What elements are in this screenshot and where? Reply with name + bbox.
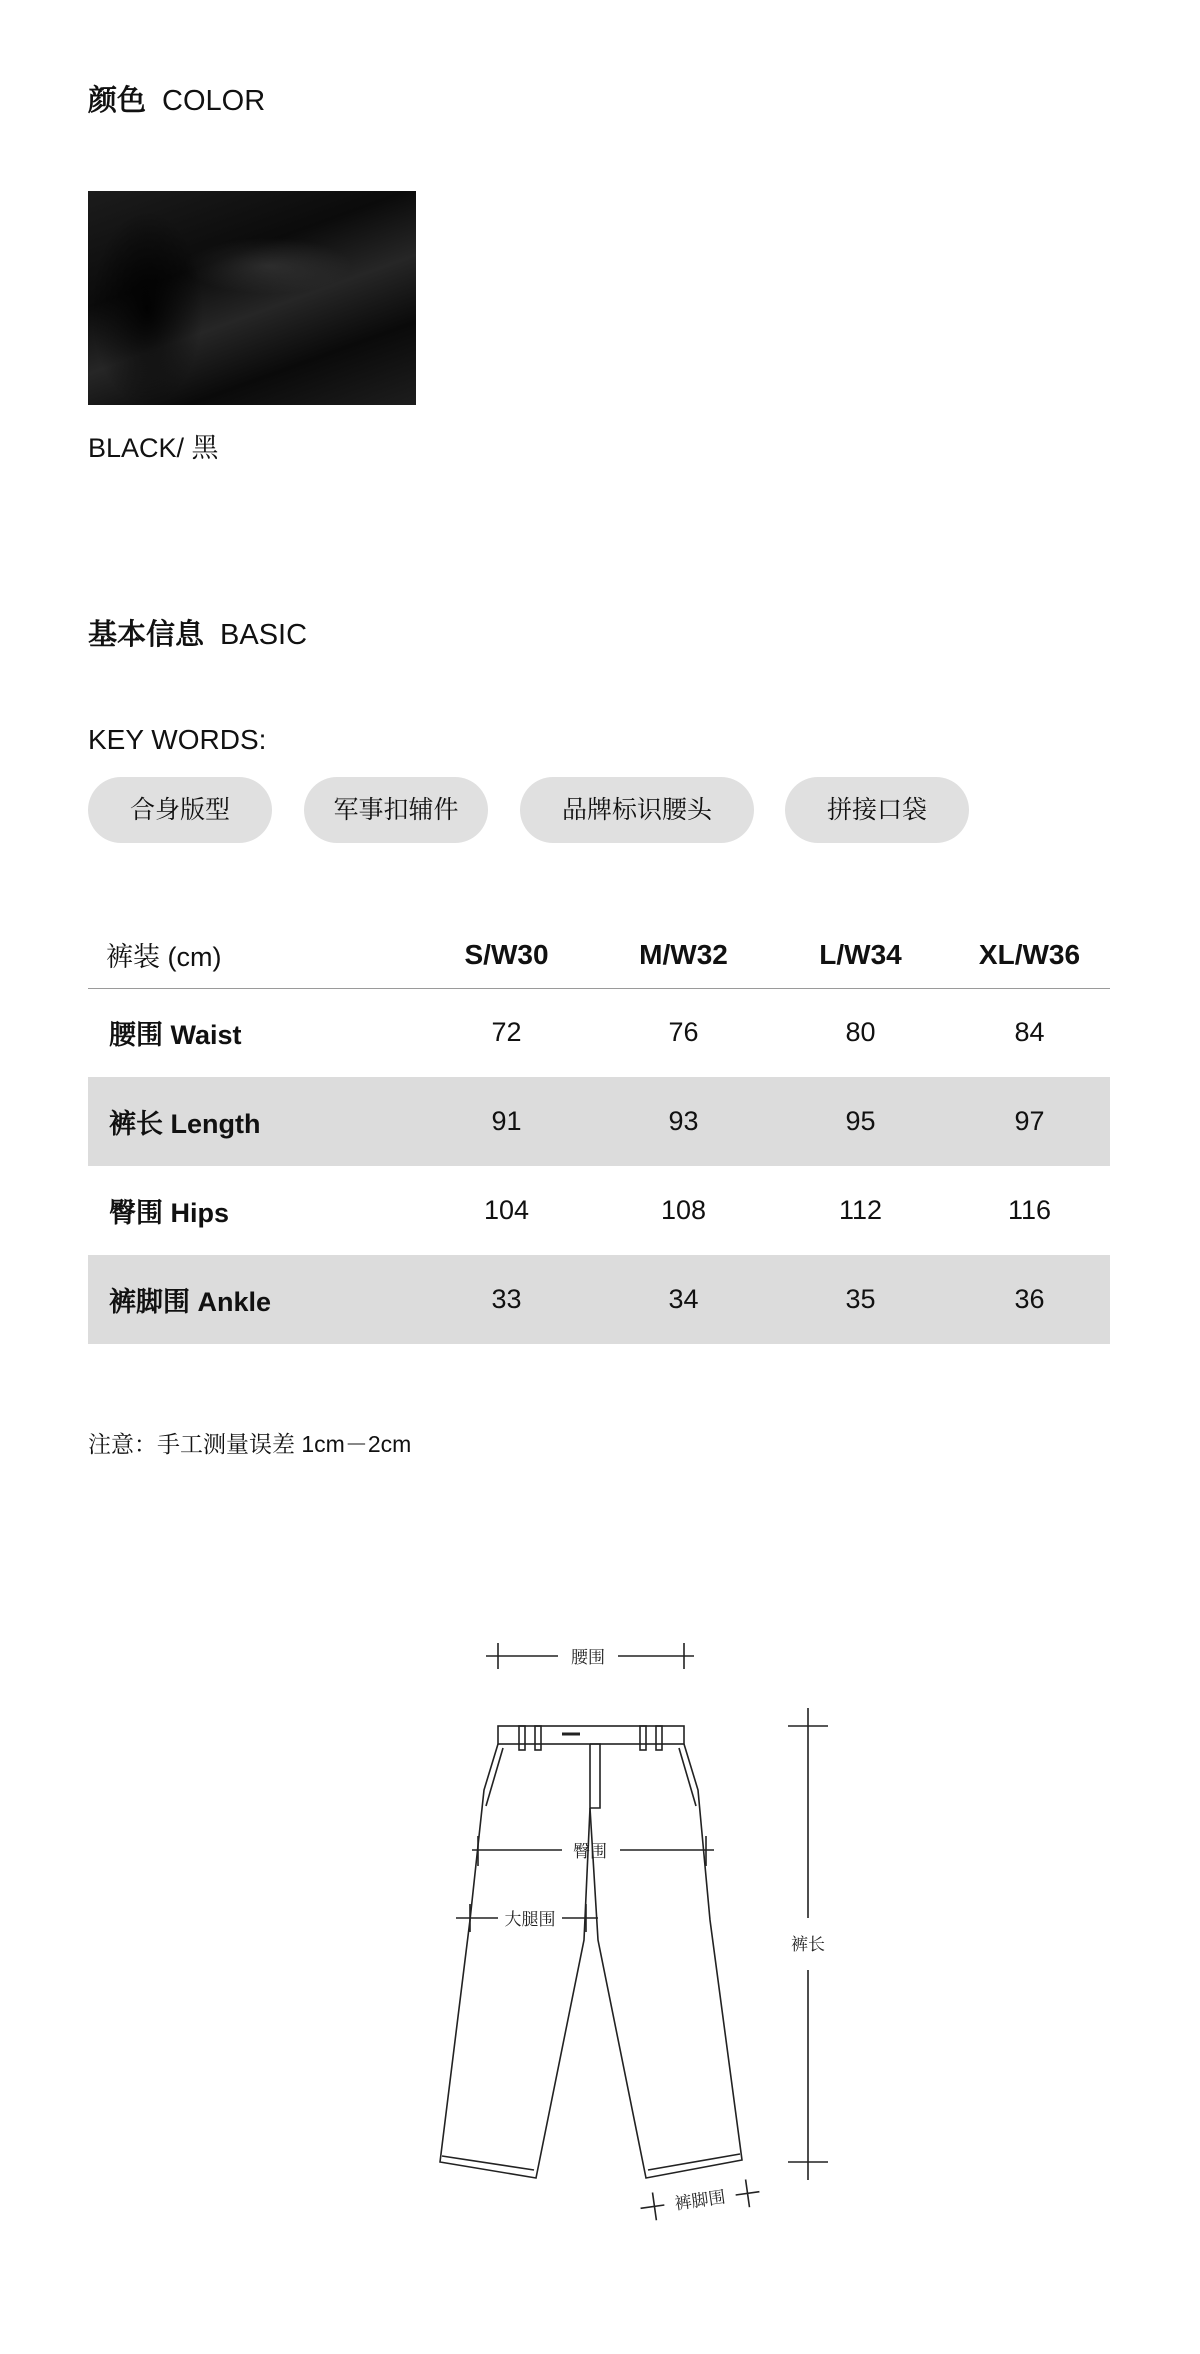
color-title-cn: 颜色 [88,85,147,117]
table-cell: 76 [668,1017,699,1048]
waist-label: 腰围 [571,1648,605,1667]
table-cell: 34 [668,1284,699,1314]
keywords-label: KEY WORDS: [88,724,267,755]
keyword-tag: 品牌标识腰头 [520,777,754,843]
table-cell: 91 [491,1106,522,1136]
size-col-xl: XL/W36 [978,938,1081,970]
color-swatch-label: BLACK/ 黑 [88,433,219,463]
length-measure [788,1708,828,2180]
thigh-label: 大腿围 [504,1910,556,1929]
row-label: 裤长 Length [109,1109,261,1139]
table-cell: 104 [483,1195,530,1225]
ankle-label: 裤脚围 [673,2187,727,2214]
table-cell: 36 [1014,1284,1045,1314]
length-label: 裤长 [791,1935,825,1954]
hips-label: 臀围 [573,1842,607,1861]
size-col-m: M/W32 [639,938,728,970]
keyword-tag: 合身版型 [88,777,272,843]
table-cell: 97 [1014,1106,1045,1136]
table-cell: 108 [660,1195,707,1225]
size-col-s: S/W30 [464,938,549,970]
pants-drawing [440,1726,742,2178]
color-title-en: COLOR [162,85,266,117]
table-cell: 72 [491,1017,522,1048]
measurement-note: 注意：手工测量误差 1cm－2cm [88,1431,412,1457]
table-cell: 84 [1014,1017,1045,1048]
row-label: 臀围 Hips [109,1198,230,1228]
ankle-measure [639,2178,762,2222]
row-label: 裤脚围 Ankle [109,1287,272,1317]
table-cell: 35 [845,1284,876,1314]
row-label: 腰围 Waist [109,1020,242,1051]
table-cell: 95 [845,1106,876,1136]
size-col-l: L/W34 [819,938,902,970]
table-cell: 112 [838,1195,883,1225]
keyword-tag: 拼接口袋 [785,777,969,843]
keyword-tag: 军事扣辅件 [304,777,488,843]
table-cell: 80 [845,1017,876,1048]
basic-title-en: BASIC [220,619,308,651]
table-cell: 93 [668,1106,699,1136]
basic-title-cn: 基本信息 [88,619,205,651]
thigh-measure [456,1904,598,1932]
waist-measure [486,1643,694,1669]
table-cell: 116 [1007,1195,1052,1225]
size-table-header-label: 裤装 (cm) [106,942,222,973]
table-cell: 33 [491,1284,522,1314]
